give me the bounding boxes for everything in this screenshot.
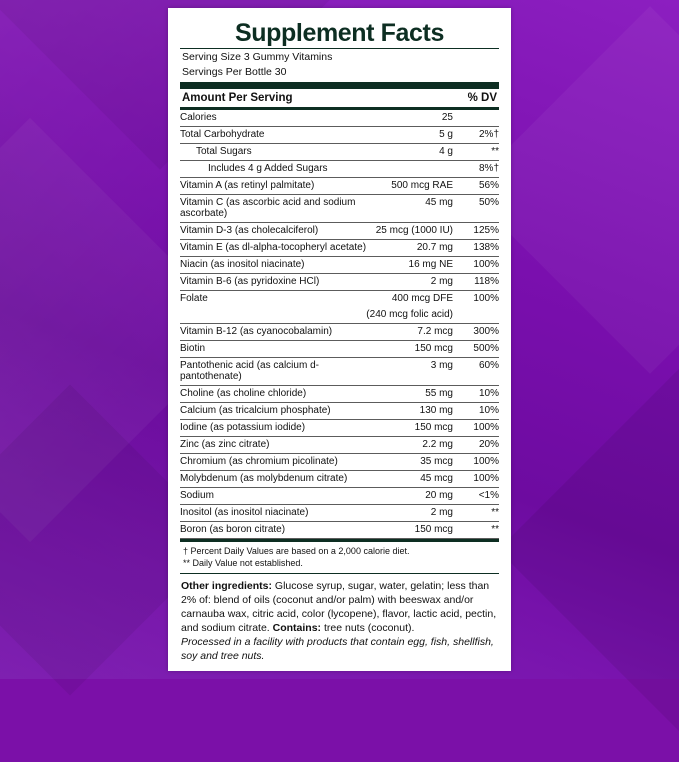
nutrient-amount: 45 mcg	[366, 470, 453, 487]
nutrient-name: Zinc (as zinc citrate)	[180, 436, 366, 453]
nutrient-subrow-dv	[453, 307, 499, 324]
nutrient-daily-value: 56%	[453, 177, 499, 194]
nutrient-daily-value: 300%	[453, 323, 499, 340]
contains-text: tree nuts (coconut).	[321, 621, 415, 634]
nutrient-name: Iodine (as potassium iodide)	[180, 419, 366, 436]
servings-per-bottle: Servings Per Bottle 30	[182, 66, 287, 79]
nutrient-daily-value: 138%	[453, 239, 499, 256]
nutrient-amount	[366, 160, 453, 177]
nutrient-name: Niacin (as inositol niacinate)	[180, 256, 366, 273]
nutrient-daily-value: 100%	[473, 293, 499, 304]
contains-label: Contains:	[272, 621, 322, 634]
nutrient-name: Calories	[180, 110, 366, 127]
nutrient-name: Inositol (as inositol niacinate)	[180, 504, 366, 521]
supplement-facts-panel	[168, 8, 511, 671]
nutrient-amount: 7.2 mcg	[366, 323, 453, 340]
nutrient-amount: 20 mg	[366, 487, 453, 504]
nutrient-amount: 4 g	[366, 143, 453, 160]
nutrient-name: Vitamin B-6 (as pyridoxine HCl)	[180, 273, 366, 290]
nutrient-row	[180, 453, 499, 470]
other-ingredients-text: Glucose syrup, sugar, water, gelatin; less than 2% of: blend of oils (coconut and/or palm) with beeswax and/or carnauba wax, citric acid, color (lycopene), flavor, lactic acid, pectin, and sodium citrate.	[181, 579, 497, 634]
nutrient-name: Calcium (as tricalcium phosphate)	[180, 402, 366, 419]
nutrient-amount: 2 mg	[366, 504, 453, 521]
nutrient-row	[180, 323, 499, 340]
nutrient-row	[180, 470, 499, 487]
nutrient-name: Folate	[180, 293, 208, 304]
nutrient-row	[180, 143, 499, 160]
daily-value-label: % DV	[467, 91, 497, 104]
nutrient-subrow-amount: (240 mcg folic acid)	[366, 307, 453, 324]
nutrient-name: Vitamin B-12 (as cyanocobalamin)	[180, 323, 366, 340]
nutrient-amount: 150 mcg	[366, 419, 453, 436]
nutrient-subrow	[180, 307, 499, 324]
nutrient-row	[180, 340, 499, 357]
nutrient-daily-value: 8%†	[453, 160, 499, 177]
nutrient-row	[180, 402, 499, 419]
nutrient-row	[180, 436, 499, 453]
nutrient-name: Vitamin A (as retinyl palmitate)	[180, 177, 366, 194]
nutrient-name: Boron (as boron citrate)	[180, 521, 366, 538]
nutrient-daily-value: 100%	[453, 453, 499, 470]
serving-size: Serving Size 3 Gummy Vitamins	[182, 51, 333, 64]
nutrient-daily-value: <1%	[453, 487, 499, 504]
nutrient-subrow-spacer	[180, 307, 366, 324]
nutrient-name: Biotin	[180, 340, 366, 357]
nutrient-daily-value: 100%	[453, 256, 499, 273]
footnotes	[180, 542, 499, 573]
nutrient-amount: 16 mg NE	[366, 256, 453, 273]
nutrient-row	[180, 256, 499, 273]
nutrient-amount: 5 g	[366, 126, 453, 143]
footnote-daily-values: † Percent Daily Values are based on a 2,000 calorie diet.	[183, 545, 410, 556]
nutrient-row	[180, 126, 499, 143]
nutrient-daily-value: 2%†	[453, 126, 499, 143]
nutrient-amount: 150 mcg	[366, 521, 453, 538]
nutrient-row	[180, 521, 499, 538]
nutrient-row	[180, 290, 499, 307]
nutrient-daily-value: 100%	[453, 470, 499, 487]
nutrient-daily-value: 20%	[453, 436, 499, 453]
nutrient-row	[180, 273, 499, 290]
nutrient-daily-value: 100%	[453, 419, 499, 436]
nutrient-row	[180, 160, 499, 177]
nutrient-name: Choline (as choline chloride)	[180, 385, 366, 402]
nutrient-amount: 25 mcg (1000 IU)	[366, 222, 453, 239]
nutrient-name: Vitamin C (as ascorbic acid and sodium ascorbate)	[180, 194, 366, 222]
amount-per-serving-header	[180, 89, 499, 107]
nutrient-amount: 25	[366, 110, 453, 127]
nutrient-name: Total Carbohydrate	[180, 126, 366, 143]
nutrient-daily-value: **	[453, 521, 499, 538]
nutrient-daily-value: 125%	[453, 222, 499, 239]
nutrient-name: Pantothenic acid (as calcium d-pantothenate)	[180, 357, 366, 385]
nutrient-amount: 45 mg	[366, 194, 453, 222]
nutrient-daily-value	[453, 110, 499, 127]
nutrient-daily-value: 60%	[453, 357, 499, 385]
other-ingredients-label: Other ingredients:	[181, 579, 273, 592]
nutrient-name: Chromium (as chromium picolinate)	[180, 453, 366, 470]
nutrient-amount: 150 mcg	[366, 340, 453, 357]
nutrient-name: Vitamin E (as dl-alpha-tocopheryl acetate)	[180, 239, 366, 256]
nutrient-amount: 35 mcg	[366, 453, 453, 470]
nutrient-name: Includes 4 g Added Sugars	[180, 160, 366, 177]
nutrient-table	[180, 110, 499, 539]
nutrient-amount: 20.7 mg	[366, 239, 453, 256]
nutrient-daily-value: 50%	[453, 194, 499, 222]
nutrient-row	[180, 177, 499, 194]
nutrient-amount: 2.2 mg	[366, 436, 453, 453]
other-ingredients	[180, 574, 499, 664]
nutrient-daily-value: 10%	[453, 402, 499, 419]
nutrient-row	[180, 222, 499, 239]
nutrient-row	[180, 385, 499, 402]
nutrient-name: Vitamin D-3 (as cholecalciferol)	[180, 222, 366, 239]
divider-thick	[180, 82, 499, 89]
nutrient-row	[180, 419, 499, 436]
processed-note: Processed in a facility with products that contain egg, fish, shellfish, soy and tree nuts.	[181, 635, 494, 662]
nutrient-amount: 2 mg	[366, 273, 453, 290]
nutrient-row	[180, 504, 499, 521]
nutrient-row	[180, 194, 499, 222]
nutrient-name: Molybdenum (as molybdenum citrate)	[180, 470, 366, 487]
nutrient-amount: 130 mg	[366, 402, 453, 419]
panel-title: Supplement Facts	[235, 19, 444, 47]
nutrient-amount: 55 mg	[366, 385, 453, 402]
nutrient-daily-value: **	[453, 143, 499, 160]
nutrient-daily-value: 10%	[453, 385, 499, 402]
nutrient-daily-value: 118%	[453, 273, 499, 290]
nutrient-row	[180, 239, 499, 256]
nutrient-row	[180, 357, 499, 385]
nutrient-amount: 400 mcg DFE	[391, 293, 453, 304]
nutrient-amount: 500 mcg RAE	[366, 177, 453, 194]
amount-per-serving-label: Amount Per Serving	[182, 91, 293, 104]
nutrient-row	[180, 110, 499, 127]
nutrient-amount: 3 mg	[366, 357, 453, 385]
background-shape	[498, 338, 679, 762]
nutrient-row	[180, 487, 499, 504]
nutrient-name: Sodium	[180, 487, 366, 504]
nutrient-daily-value: **	[453, 504, 499, 521]
nutrient-daily-value: 500%	[453, 340, 499, 357]
footnote-dv-not-established: ** Daily Value not established.	[183, 557, 303, 568]
nutrient-name: Total Sugars	[180, 143, 366, 160]
